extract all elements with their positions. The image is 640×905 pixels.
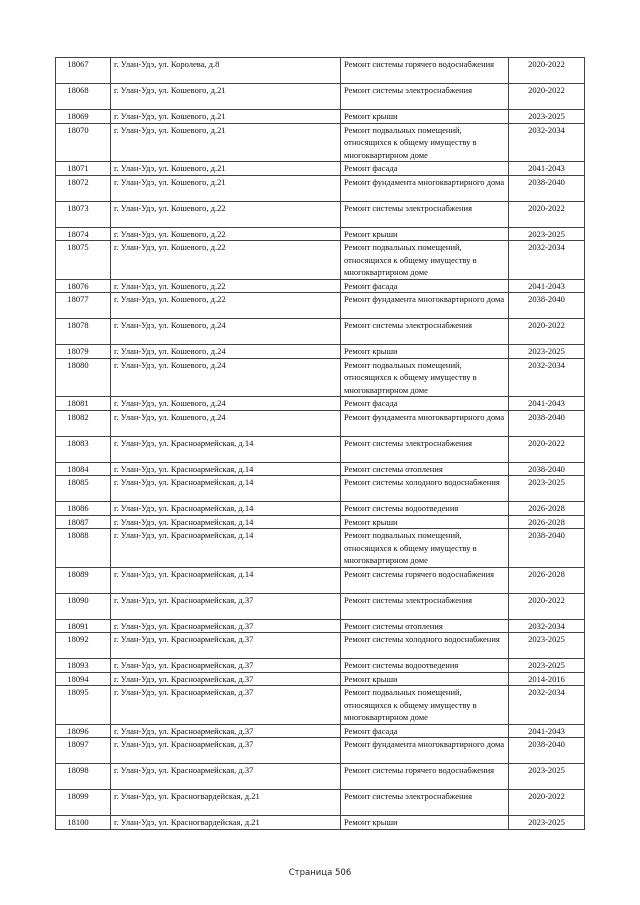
table-row <box>56 319 585 345</box>
address-cell: г. Улан-Удэ, ул. Красноармейская, д.14 <box>111 515 341 529</box>
work-type-cell: Ремонт фасада <box>341 724 509 738</box>
address-cell: г. Улан-Удэ, ул. Красноармейская, д.37 <box>111 738 341 764</box>
table-row <box>56 345 585 359</box>
row-number: 18089 <box>56 567 111 593</box>
table-row <box>56 790 585 816</box>
repair-schedule-table <box>55 57 585 830</box>
table-row <box>56 293 585 319</box>
address-cell: г. Улан-Удэ, ул. Кошевого, д.24 <box>111 397 341 411</box>
table-row <box>56 816 585 830</box>
period-cell: 2020-2022 <box>509 319 585 345</box>
table-row <box>56 410 585 436</box>
row-number: 18071 <box>56 162 111 176</box>
row-number: 18070 <box>56 123 111 162</box>
address-cell: г. Улан-Удэ, ул. Кошевого, д.24 <box>111 345 341 359</box>
table-row <box>56 84 585 110</box>
work-type-cell: Ремонт подвальных помещений, относящихся к общему имуществу в многоквартирном доме <box>341 529 509 568</box>
table-row <box>56 227 585 241</box>
address-cell: г. Улан-Удэ, ул. Красноармейская, д.37 <box>111 633 341 659</box>
work-type-cell: Ремонт системы электроснабжения <box>341 436 509 462</box>
work-type-cell: Ремонт системы электроснабжения <box>341 319 509 345</box>
work-type-cell: Ремонт крыши <box>341 515 509 529</box>
work-type-cell: Ремонт системы электроснабжения <box>341 84 509 110</box>
table-row <box>56 462 585 476</box>
row-number: 18076 <box>56 279 111 293</box>
work-type-cell: Ремонт системы электроснабжения <box>341 201 509 227</box>
table-row <box>56 567 585 593</box>
address-cell: г. Улан-Удэ, ул. Королева, д.8 <box>111 58 341 84</box>
row-number: 18094 <box>56 672 111 686</box>
work-type-cell: Ремонт фасада <box>341 162 509 176</box>
table-row <box>56 659 585 673</box>
address-cell: г. Улан-Удэ, ул. Кошевого, д.24 <box>111 410 341 436</box>
address-cell: г. Улан-Удэ, ул. Красноармейская, д.37 <box>111 764 341 790</box>
period-cell: 2038-2040 <box>509 738 585 764</box>
period-cell: 2041-2043 <box>509 724 585 738</box>
work-type-cell: Ремонт подвальных помещений, относящихся к общему имуществу в многоквартирном доме <box>341 241 509 280</box>
row-number: 18081 <box>56 397 111 411</box>
address-cell: г. Улан-Удэ, ул. Красноармейская, д.37 <box>111 659 341 673</box>
table-row <box>56 241 585 280</box>
work-type-cell: Ремонт фундамента многоквартирного дома <box>341 175 509 201</box>
table-row <box>56 436 585 462</box>
row-number: 18083 <box>56 436 111 462</box>
row-number: 18098 <box>56 764 111 790</box>
table-row <box>56 123 585 162</box>
work-type-cell: Ремонт подвальных помещений, относящихся к общему имуществу в многоквартирном доме <box>341 123 509 162</box>
period-cell: 2026-2028 <box>509 515 585 529</box>
row-number: 18072 <box>56 175 111 201</box>
period-cell: 2041-2043 <box>509 397 585 411</box>
period-cell: 2032-2034 <box>509 241 585 280</box>
address-cell: г. Улан-Удэ, ул. Красноармейская, д.37 <box>111 672 341 686</box>
row-number: 18093 <box>56 659 111 673</box>
table-row <box>56 201 585 227</box>
period-cell: 2038-2040 <box>509 462 585 476</box>
period-cell: 2026-2028 <box>509 567 585 593</box>
period-cell: 2020-2022 <box>509 58 585 84</box>
work-type-cell: Ремонт фундамента многоквартирного дома <box>341 738 509 764</box>
table-row <box>56 162 585 176</box>
row-number: 18095 <box>56 686 111 725</box>
table-row <box>56 686 585 725</box>
period-cell: 2023-2025 <box>509 816 585 830</box>
address-cell: г. Улан-Удэ, ул. Кошевого, д.22 <box>111 293 341 319</box>
address-cell: г. Улан-Удэ, ул. Красноармейская, д.14 <box>111 502 341 516</box>
row-number: 18074 <box>56 227 111 241</box>
period-cell: 2038-2040 <box>509 529 585 568</box>
period-cell: 2032-2034 <box>509 686 585 725</box>
work-type-cell: Ремонт подвальных помещений, относящихся к общему имуществу в многоквартирном доме <box>341 358 509 397</box>
row-number: 18079 <box>56 345 111 359</box>
row-number: 18069 <box>56 110 111 124</box>
row-number: 18090 <box>56 593 111 619</box>
address-cell: г. Улан-Удэ, ул. Кошевого, д.21 <box>111 162 341 176</box>
row-number: 18084 <box>56 462 111 476</box>
table-row <box>56 593 585 619</box>
row-number: 18073 <box>56 201 111 227</box>
period-cell: 2032-2034 <box>509 123 585 162</box>
table-row <box>56 58 585 84</box>
work-type-cell: Ремонт системы водоотведения <box>341 659 509 673</box>
work-type-cell: Ремонт подвальных помещений, относящихся к общему имуществу в многоквартирном доме <box>341 686 509 725</box>
address-cell: г. Улан-Удэ, ул. Красноармейская, д.37 <box>111 593 341 619</box>
address-cell: г. Улан-Удэ, ул. Красноармейская, д.37 <box>111 724 341 738</box>
work-type-cell: Ремонт системы холодного водоснабжения <box>341 633 509 659</box>
table-row <box>56 724 585 738</box>
work-type-cell: Ремонт системы отопления <box>341 619 509 633</box>
address-cell: г. Улан-Удэ, ул. Кошевого, д.21 <box>111 123 341 162</box>
period-cell: 2026-2028 <box>509 502 585 516</box>
work-type-cell: Ремонт крыши <box>341 227 509 241</box>
work-type-cell: Ремонт системы холодного водоснабжения <box>341 476 509 502</box>
row-number: 18077 <box>56 293 111 319</box>
address-cell: г. Улан-Удэ, ул. Кошевого, д.24 <box>111 358 341 397</box>
period-cell: 2023-2025 <box>509 659 585 673</box>
row-number: 18088 <box>56 529 111 568</box>
work-type-cell: Ремонт крыши <box>341 345 509 359</box>
address-cell: г. Улан-Удэ, ул. Кошевого, д.21 <box>111 84 341 110</box>
period-cell: 2020-2022 <box>509 84 585 110</box>
table-body <box>56 58 585 830</box>
row-number: 18067 <box>56 58 111 84</box>
table-row <box>56 619 585 633</box>
period-cell: 2023-2025 <box>509 476 585 502</box>
work-type-cell: Ремонт системы горячего водоснабжения <box>341 567 509 593</box>
address-cell: г. Улан-Удэ, ул. Кошевого, д.22 <box>111 279 341 293</box>
row-number: 18082 <box>56 410 111 436</box>
address-cell: г. Улан-Удэ, ул. Кошевого, д.21 <box>111 110 341 124</box>
work-type-cell: Ремонт фундамента многоквартирного дома <box>341 293 509 319</box>
period-cell: 2023-2025 <box>509 764 585 790</box>
address-cell: г. Улан-Удэ, ул. Кошевого, д.21 <box>111 175 341 201</box>
address-cell: г. Улан-Удэ, ул. Красноармейская, д.14 <box>111 529 341 568</box>
address-cell: г. Улан-Удэ, ул. Красногвардейская, д.21 <box>111 790 341 816</box>
period-cell: 2041-2043 <box>509 279 585 293</box>
row-number: 18068 <box>56 84 111 110</box>
period-cell: 2038-2040 <box>509 175 585 201</box>
table-row <box>56 476 585 502</box>
period-cell: 2020-2022 <box>509 436 585 462</box>
table-row <box>56 175 585 201</box>
table-row <box>56 110 585 124</box>
table-row <box>56 502 585 516</box>
work-type-cell: Ремонт системы электроснабжения <box>341 790 509 816</box>
row-number: 18099 <box>56 790 111 816</box>
row-number: 18085 <box>56 476 111 502</box>
work-type-cell: Ремонт фундамента многоквартирного дома <box>341 410 509 436</box>
address-cell: г. Улан-Удэ, ул. Кошевого, д.22 <box>111 201 341 227</box>
row-number: 18087 <box>56 515 111 529</box>
table-row <box>56 764 585 790</box>
period-cell: 2032-2034 <box>509 619 585 633</box>
address-cell: г. Улан-Удэ, ул. Кошевого, д.22 <box>111 241 341 280</box>
address-cell: г. Улан-Удэ, ул. Кошевого, д.22 <box>111 227 341 241</box>
work-type-cell: Ремонт фасада <box>341 279 509 293</box>
row-number: 18096 <box>56 724 111 738</box>
address-cell: г. Улан-Удэ, ул. Красноармейская, д.14 <box>111 476 341 502</box>
row-number: 18092 <box>56 633 111 659</box>
row-number: 18078 <box>56 319 111 345</box>
period-cell: 2020-2022 <box>509 593 585 619</box>
work-type-cell: Ремонт фасада <box>341 397 509 411</box>
table-row <box>56 672 585 686</box>
address-cell: г. Улан-Удэ, ул. Красногвардейская, д.21 <box>111 816 341 830</box>
work-type-cell: Ремонт системы горячего водоснабжения <box>341 58 509 84</box>
period-cell: 2023-2025 <box>509 227 585 241</box>
table-row <box>56 279 585 293</box>
address-cell: г. Улан-Удэ, ул. Красноармейская, д.14 <box>111 436 341 462</box>
work-type-cell: Ремонт системы отопления <box>341 462 509 476</box>
table-row <box>56 633 585 659</box>
period-cell: 2014-2016 <box>509 672 585 686</box>
page-number: Страница 506 <box>288 868 352 878</box>
work-type-cell: Ремонт системы горячего водоснабжения <box>341 764 509 790</box>
period-cell: 2020-2022 <box>509 201 585 227</box>
period-cell: 2023-2025 <box>509 633 585 659</box>
address-cell: г. Улан-Удэ, ул. Кошевого, д.24 <box>111 319 341 345</box>
table-row <box>56 397 585 411</box>
address-cell: г. Улан-Удэ, ул. Красноармейская, д.14 <box>111 462 341 476</box>
address-cell: г. Улан-Удэ, ул. Красноармейская, д.37 <box>111 619 341 633</box>
address-cell: г. Улан-Удэ, ул. Красноармейская, д.37 <box>111 686 341 725</box>
period-cell: 2023-2025 <box>509 110 585 124</box>
period-cell: 2038-2040 <box>509 410 585 436</box>
period-cell: 2041-2043 <box>509 162 585 176</box>
table-row <box>56 358 585 397</box>
row-number: 18097 <box>56 738 111 764</box>
work-type-cell: Ремонт крыши <box>341 672 509 686</box>
table-row <box>56 515 585 529</box>
work-type-cell: Ремонт системы электроснабжения <box>341 593 509 619</box>
period-cell: 2032-2034 <box>509 358 585 397</box>
row-number: 18091 <box>56 619 111 633</box>
period-cell: 2023-2025 <box>509 345 585 359</box>
row-number: 18100 <box>56 816 111 830</box>
work-type-cell: Ремонт крыши <box>341 816 509 830</box>
address-cell: г. Улан-Удэ, ул. Красноармейская, д.14 <box>111 567 341 593</box>
work-type-cell: Ремонт крыши <box>341 110 509 124</box>
work-type-cell: Ремонт системы водоотведения <box>341 502 509 516</box>
row-number: 18075 <box>56 241 111 280</box>
table-row <box>56 529 585 568</box>
period-cell: 2020-2022 <box>509 790 585 816</box>
period-cell: 2038-2040 <box>509 293 585 319</box>
row-number: 18080 <box>56 358 111 397</box>
row-number: 18086 <box>56 502 111 516</box>
table-row <box>56 738 585 764</box>
